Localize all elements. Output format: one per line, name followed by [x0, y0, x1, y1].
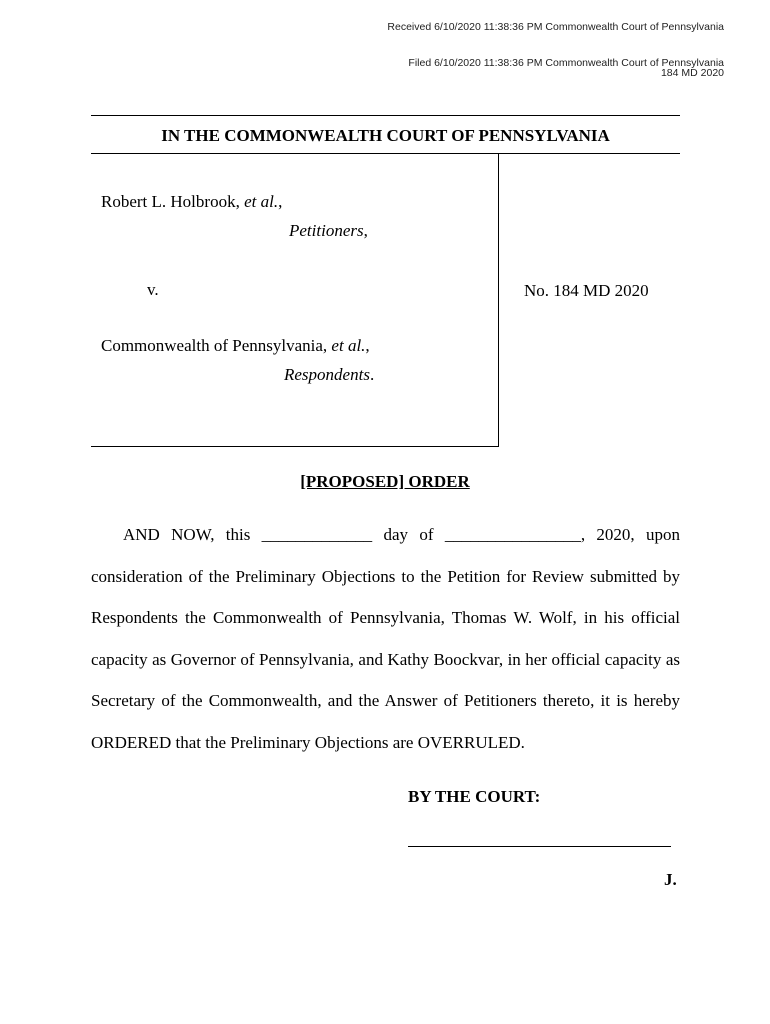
filed-stamp-line: Filed 6/10/2020 11:38:36 PM Commonwealth Court of Pennsylvania [408, 57, 724, 69]
petitioner-name: Robert L. Holbrook, et al., [101, 192, 283, 211]
respondent-name: Commonwealth of Pennsylvania, et al., [101, 336, 370, 355]
petitioner-role: Petitioners, [289, 221, 368, 240]
court-title: IN THE COMMONWEALTH COURT OF PENNSYLVANIA [161, 126, 610, 145]
judge-suffix: J. [664, 870, 677, 889]
respondent-role: Respondents. [284, 365, 375, 384]
order-title: [PROPOSED] ORDER [300, 472, 470, 491]
top-rule [91, 115, 680, 116]
docket-stamp: 184 MD 2020 [660, 67, 724, 79]
signature-line [408, 846, 671, 847]
by-the-court: BY THE COURT: [408, 787, 541, 806]
order-body [91, 514, 680, 763]
filed-stamp [408, 58, 724, 78]
case-number: No. 184 MD 2020 [524, 281, 649, 300]
versus: v. [147, 280, 159, 299]
order-body-text: AND NOW, this _____________ day of ________________, 2020, upon consideration of the Preliminary Objections to the Petition for Review submitted by Respondents the Commonwealth of Pennsylvania, Thomas W. Wolf, in his official capacity as Governor of Pennsylvania, and Kathy Boockvar, in her official capacity as Secretary of the Commonwealth, and the Answer of Petitioners thereto, it is hereby ORDERED that the Preliminary Objections are OVERRULED. [91, 525, 680, 752]
received-stamp: Received 6/10/2020 11:38:36 PM Commonwealth Court of Pennsylvania [387, 21, 724, 33]
